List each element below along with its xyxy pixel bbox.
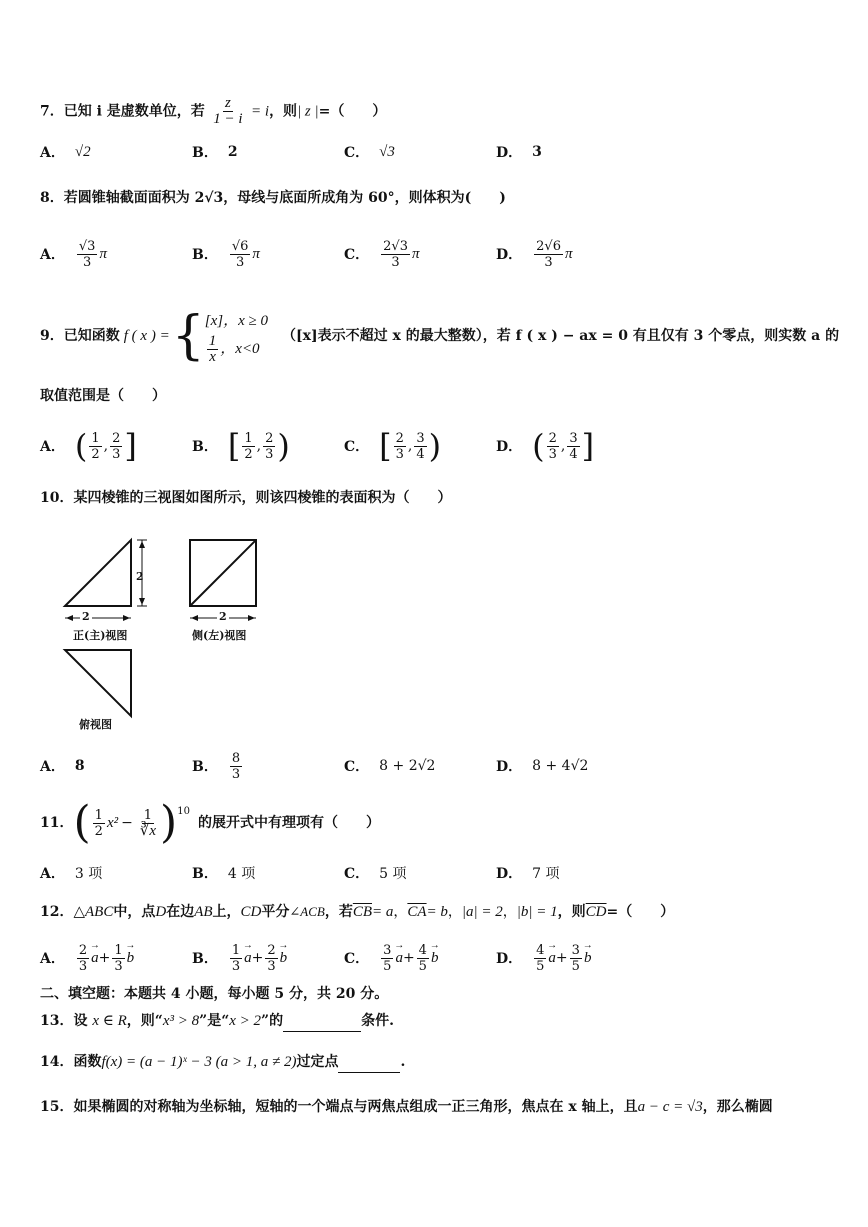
frac-den: 3 — [265, 446, 274, 462]
q8-option-b[interactable] — [192, 234, 260, 274]
frac-num: 3 — [383, 942, 392, 958]
option-value: 8 + 4√2 — [532, 758, 589, 774]
option-label: A． — [40, 866, 65, 882]
q13-text-e: 条件. — [361, 1013, 394, 1029]
frac-num: 8 — [231, 750, 241, 766]
q12-text-5: ，若 — [324, 904, 353, 920]
q11-lparen: ( — [73, 797, 91, 848]
option-label: B． — [192, 247, 218, 263]
vec-b: → b — [280, 950, 288, 967]
q9-text-c: 取值范围是（ ） — [40, 388, 166, 404]
q13-stem — [40, 1011, 394, 1032]
vec-a: → a — [548, 950, 556, 967]
q7-abs: | z | — [297, 103, 319, 120]
option-label: D． — [496, 145, 523, 161]
frac-den: 3 — [395, 446, 404, 462]
q12-eq-a: = a — [372, 904, 394, 920]
frac-num: 1 — [94, 807, 103, 823]
frac-num: 1 — [114, 942, 123, 958]
q12-segment-cd: CD — [240, 904, 262, 920]
close-bracket: ) — [428, 427, 442, 465]
option-label: B． — [192, 439, 218, 455]
q9-case2-frac — [207, 334, 219, 365]
q11-frac-a — [93, 808, 105, 839]
option-label: C． — [344, 866, 370, 882]
option-label: D． — [496, 759, 523, 775]
frac-den: 5 — [383, 958, 392, 974]
q8-stem: 8．若圆锥轴截面面积为 2√3，母线与底面所成角为 60°，则体积为( ) — [40, 190, 506, 206]
frac-den: 4 — [416, 446, 425, 462]
frac-b — [263, 431, 275, 462]
frac-den: 3 — [548, 446, 557, 462]
frac-a — [394, 431, 406, 462]
vec-b: → b — [431, 950, 439, 967]
pi: π — [252, 245, 260, 262]
frac-num: 1 — [91, 430, 100, 446]
frac-num: 3 — [571, 942, 580, 958]
frac-den: 3 — [83, 254, 92, 270]
frac-num: 3 — [416, 430, 425, 446]
frac-den: 3 — [391, 254, 400, 270]
option-value: 4 项 — [227, 866, 256, 882]
q9-option-c[interactable]: C． [ $\frac{2}{3}$ , $\frac{3}{4}$ ) — [344, 427, 442, 465]
option-value: √2 — [74, 143, 91, 160]
frac-num: 1 — [231, 942, 241, 958]
q7-option-b[interactable] — [192, 132, 238, 172]
option-label: B． — [192, 866, 218, 882]
frac-2 — [112, 943, 124, 974]
option-value: 5 项 — [379, 866, 407, 882]
q8-options — [40, 234, 840, 274]
q9-option-a[interactable]: A． ( $\frac{1}{2}$ , $\frac{2}{3}$ ] — [40, 427, 137, 465]
q7-frac-den: 1 − i — [213, 111, 243, 127]
frac-b — [414, 431, 426, 462]
frac-den: 2 — [94, 823, 103, 839]
option-label: C． — [344, 145, 370, 161]
frac-num: 2√3 — [383, 238, 408, 254]
frac-den: 4 — [569, 446, 578, 462]
frac-num: 1 — [143, 807, 153, 823]
q14-function: f(x) = (a − 1)ˣ − 3 (a > 1, a ≠ 2) — [101, 1054, 297, 1070]
q7-text-b: ，则 — [269, 103, 298, 120]
vec-b: → b — [127, 950, 135, 967]
q7-option-d[interactable] — [496, 132, 542, 172]
q13-cond-2: x > 2 — [229, 1013, 262, 1029]
option-label: D． — [496, 951, 523, 967]
q9-case2-tail: ，x<0 — [220, 341, 260, 357]
option-label: A． — [40, 951, 65, 967]
option-label: B． — [192, 951, 218, 967]
q12-side-ab: AB — [194, 904, 213, 920]
frac-b — [567, 431, 579, 462]
q12-vec-ca: $\overline{CA}$ — [407, 904, 427, 920]
frac-num: 2 — [265, 430, 274, 446]
option-value: 8 — [74, 758, 85, 774]
front-width-label: 2 — [82, 610, 90, 623]
q9-case2 — [205, 334, 268, 365]
q10-option-b[interactable] — [192, 746, 244, 786]
q10-option-d[interactable] — [496, 746, 588, 786]
option-label: A． — [40, 145, 65, 161]
frac-num: 2 — [112, 430, 121, 446]
option-label: C． — [344, 439, 370, 455]
q12-num: 12． — [40, 904, 74, 920]
option-fraction — [381, 239, 410, 270]
frac-den: 3 — [231, 958, 241, 974]
frac-num: √3 — [78, 238, 96, 254]
frac-num: 1 — [244, 430, 253, 446]
frac-num: √6 — [231, 238, 249, 254]
frac-b — [110, 431, 122, 462]
side-width-arrow-left — [191, 615, 198, 621]
close-bracket: ] — [124, 427, 137, 465]
option-value: 3 项 — [74, 866, 103, 882]
front-height-arrow-up — [139, 541, 145, 548]
option-label: A． — [40, 759, 65, 775]
q15-stem — [40, 1097, 773, 1117]
q13-cond-1: x³ > 8 — [162, 1013, 200, 1029]
frac-den: 3 — [78, 958, 88, 974]
q7-text-a: 7．已知 i 是虚数单位，若 — [40, 103, 205, 120]
option-fraction — [534, 239, 563, 270]
frac-num: 2√6 — [536, 238, 561, 254]
open-bracket: [ — [379, 427, 392, 465]
q9-brace: { — [171, 306, 205, 366]
q11-x2: x² — [106, 815, 119, 831]
q9-case1: [x]，x ≥ 0 — [204, 312, 269, 329]
q7-option-c[interactable] — [344, 132, 395, 172]
q12-stem — [40, 902, 674, 922]
q9-stem — [40, 300, 839, 372]
q13-text-a: 13．设 — [40, 1013, 93, 1029]
option-label: D． — [496, 439, 523, 455]
q14-answer-blank[interactable] — [338, 1052, 400, 1073]
q7-stem — [40, 96, 386, 127]
frac-den: 3 — [114, 958, 123, 974]
side-view-diagonal — [190, 540, 256, 606]
top-view-caption: 俯视图 — [79, 718, 112, 731]
q14-text-b: 过定点 — [296, 1054, 339, 1070]
pi: π — [411, 245, 420, 262]
q12-options — [40, 938, 840, 978]
frac-1 — [381, 943, 393, 974]
q12-text-1: 中，点 — [113, 904, 156, 920]
frac-num: 2 — [78, 942, 88, 958]
q7-fraction — [211, 96, 244, 127]
frac-den: 2 — [244, 446, 253, 462]
option-label: C． — [344, 759, 370, 775]
option-label: D． — [496, 247, 523, 263]
q11-option-b[interactable] — [192, 853, 255, 893]
front-width-arrow-right — [123, 615, 130, 621]
frac-a — [89, 431, 101, 462]
q12-abs-a: |a| = 2 — [461, 904, 503, 920]
q12-option-b[interactable]: B． $\frac{1}{3}$ → a + $\frac{2}{3}$ → b — [192, 938, 287, 978]
frac-den: 5 — [418, 958, 427, 974]
q11-stem — [40, 798, 380, 848]
q9-option-d[interactable]: D． ( $\frac{2}{3}$ , $\frac{3}{4}$ ] — [496, 427, 595, 465]
option-fraction — [230, 751, 242, 782]
q12-abs-b: |b| = 1 — [516, 904, 558, 920]
option-label: B． — [192, 145, 218, 161]
q12-option-d[interactable]: D． $\frac{4}{5}$ → a + $\frac{3}{5}$ → b — [496, 938, 591, 978]
front-view-triangle — [65, 540, 131, 606]
option-value: 7 项 — [532, 866, 560, 882]
q15-text-a: 15．如果椭圆的对称轴为坐标轴，短轴的一个端点与两焦点组成一正三角形，焦点在 x 轴上，且 — [40, 1099, 638, 1115]
q9-piecewise — [172, 308, 268, 365]
q10-option-c[interactable] — [344, 746, 435, 786]
q11-frac-b — [138, 808, 158, 839]
open-bracket: ( — [532, 427, 545, 465]
q14-stem — [40, 1052, 405, 1073]
front-height-label: 2 — [136, 570, 144, 583]
vec-b: → b — [584, 950, 592, 967]
q15-equation: a − c = √3 — [637, 1099, 703, 1115]
vec-a: → a — [395, 950, 403, 967]
option-label: C． — [344, 247, 370, 263]
q12-text-6: ， — [447, 904, 462, 920]
frac-2 — [570, 943, 582, 974]
q11-power: 10 — [177, 806, 190, 817]
q14-text-c: . — [400, 1054, 406, 1070]
option-value: 2 — [227, 144, 238, 160]
option-value: √3 — [379, 143, 395, 160]
q11-minus: − — [121, 815, 133, 831]
close-bracket: ) — [277, 427, 290, 465]
vec-a: → a — [91, 950, 99, 967]
q12-text-7: ，则 — [557, 904, 586, 920]
frac-a — [242, 431, 254, 462]
q9-cases — [205, 308, 268, 365]
frac-num: 4 — [536, 942, 545, 958]
q12-comma: ， — [393, 904, 408, 920]
q12-option-a[interactable]: A． $\frac{2}{3}$ → a + $\frac{1}{3}$ → b — [40, 938, 134, 978]
q12-text-2: 在边 — [166, 904, 195, 920]
frac-1 — [230, 943, 242, 974]
frac-num: 2 — [267, 942, 276, 958]
q11-options — [40, 853, 840, 893]
q12-vec-cb: $\overline{CB}$ — [352, 904, 372, 920]
q9-text-b: （[x]表示不超过 x 的最大整数），若 f ( x ) − ax = 0 有且仅有 3 个零点，则实数 a 的 — [282, 328, 840, 344]
q7-frac-num: z — [224, 95, 231, 111]
q8-option-a[interactable] — [40, 234, 107, 274]
q11-option-d[interactable] — [496, 853, 560, 893]
q11-option-c[interactable] — [344, 853, 407, 893]
frac-1 — [77, 943, 89, 974]
q11-text: 的展开式中有理项有（ ） — [197, 815, 380, 831]
option-value: 3 — [532, 144, 542, 160]
front-width-arrow-left — [66, 615, 73, 621]
frac-den: ∛x — [139, 822, 157, 839]
q7-eq: = i — [251, 103, 270, 120]
q12-text-4: 平分 — [261, 904, 290, 920]
frac-num: 4 — [418, 942, 427, 958]
q13-answer-blank[interactable] — [283, 1011, 361, 1032]
q13-text-d: ”的 — [261, 1013, 284, 1029]
frac-den: 3 — [231, 766, 241, 782]
open-bracket: [ — [227, 427, 241, 465]
q12-option-c[interactable]: C． $\frac{3}{5}$ → a + $\frac{4}{5}$ → b — [344, 938, 438, 978]
frac-a — [547, 431, 559, 462]
q9-options — [40, 426, 840, 466]
q7-options — [40, 132, 840, 172]
q14-text-a: 14．函数 — [40, 1054, 102, 1070]
frac-2 — [265, 943, 277, 974]
q15-text-b: ，那么椭圆 — [702, 1099, 773, 1115]
side-view-caption: 侧(左)视图 — [192, 629, 247, 642]
open-bracket: ( — [74, 427, 88, 465]
option-fraction — [77, 239, 98, 270]
option-label: B． — [192, 759, 218, 775]
q7-option-a[interactable] — [40, 132, 91, 172]
frac-num: 1 — [208, 332, 217, 349]
option-fraction — [230, 239, 251, 270]
q12-triangle: △ABC — [73, 904, 114, 920]
option-label: A． — [40, 247, 65, 263]
frac-2 — [417, 943, 429, 974]
frac-num: 2 — [548, 430, 557, 446]
q9-text-a: 9．已知函数 — [40, 328, 120, 344]
q12-vec-cd: $\overline{CD}$ — [585, 904, 607, 920]
frac-den: x — [209, 348, 216, 365]
q13-x-in-r: x ∈ R — [92, 1013, 127, 1029]
frac-den: 3 — [235, 254, 245, 270]
top-view-triangle — [65, 650, 131, 716]
pi: π — [99, 245, 107, 262]
q11-rparen: ) — [160, 797, 178, 848]
frac-den: 3 — [267, 958, 276, 974]
vec-a: → a — [244, 950, 252, 967]
q10-stem: 10．某四棱锥的三视图如图所示，则该四棱锥的表面积为（ ） — [40, 490, 452, 506]
q12-angle: ∠ACB — [289, 904, 325, 919]
section-2-heading: 二、填空题：本题共 4 小题，每小题 5 分，共 20 分。 — [40, 986, 389, 1002]
q12-point-d: D — [155, 904, 167, 920]
side-width-label: 2 — [219, 610, 227, 623]
q10-option-a[interactable] — [40, 746, 85, 786]
q11-num: 11． — [40, 815, 74, 831]
q9-option-b[interactable]: B． [ $\frac{1}{2}$ , $\frac{2}{3}$ ) — [192, 427, 290, 465]
close-bracket: ] — [581, 427, 595, 465]
q8-option-d[interactable] — [496, 234, 572, 274]
frac-den: 5 — [536, 958, 545, 974]
front-height-arrow-down — [139, 598, 145, 605]
pi: π — [564, 245, 573, 262]
q12-text-8: =（ ） — [606, 904, 675, 920]
option-label: D． — [496, 866, 523, 882]
q13-text-b: ，则“ — [126, 1013, 163, 1029]
frac-den: 3 — [544, 254, 553, 270]
side-width-arrow-right — [248, 615, 255, 621]
frac-den: 2 — [91, 446, 100, 462]
q13-text-c: ”是“ — [199, 1013, 230, 1029]
q8-option-c[interactable] — [344, 234, 420, 274]
option-label: C． — [344, 951, 370, 967]
option-label: A． — [40, 439, 65, 455]
frac-den: 3 — [112, 446, 121, 462]
q12-eq-b: = b — [426, 904, 448, 920]
q9-fx: f ( x ) = — [123, 328, 170, 344]
frac-1 — [534, 943, 546, 974]
front-view-caption: 正(主)视图 — [73, 629, 128, 642]
q12-text-3: 上， — [212, 904, 241, 920]
q7-text-c: =（ ） — [318, 103, 387, 120]
option-value: 8 + 2√2 — [379, 758, 436, 774]
q11-option-a[interactable] — [40, 853, 102, 893]
frac-num: 2 — [395, 430, 404, 446]
frac-den: 5 — [571, 958, 580, 974]
q12-text-6b: ， — [502, 904, 517, 920]
frac-num: 3 — [569, 430, 578, 446]
q10-options — [40, 746, 840, 786]
